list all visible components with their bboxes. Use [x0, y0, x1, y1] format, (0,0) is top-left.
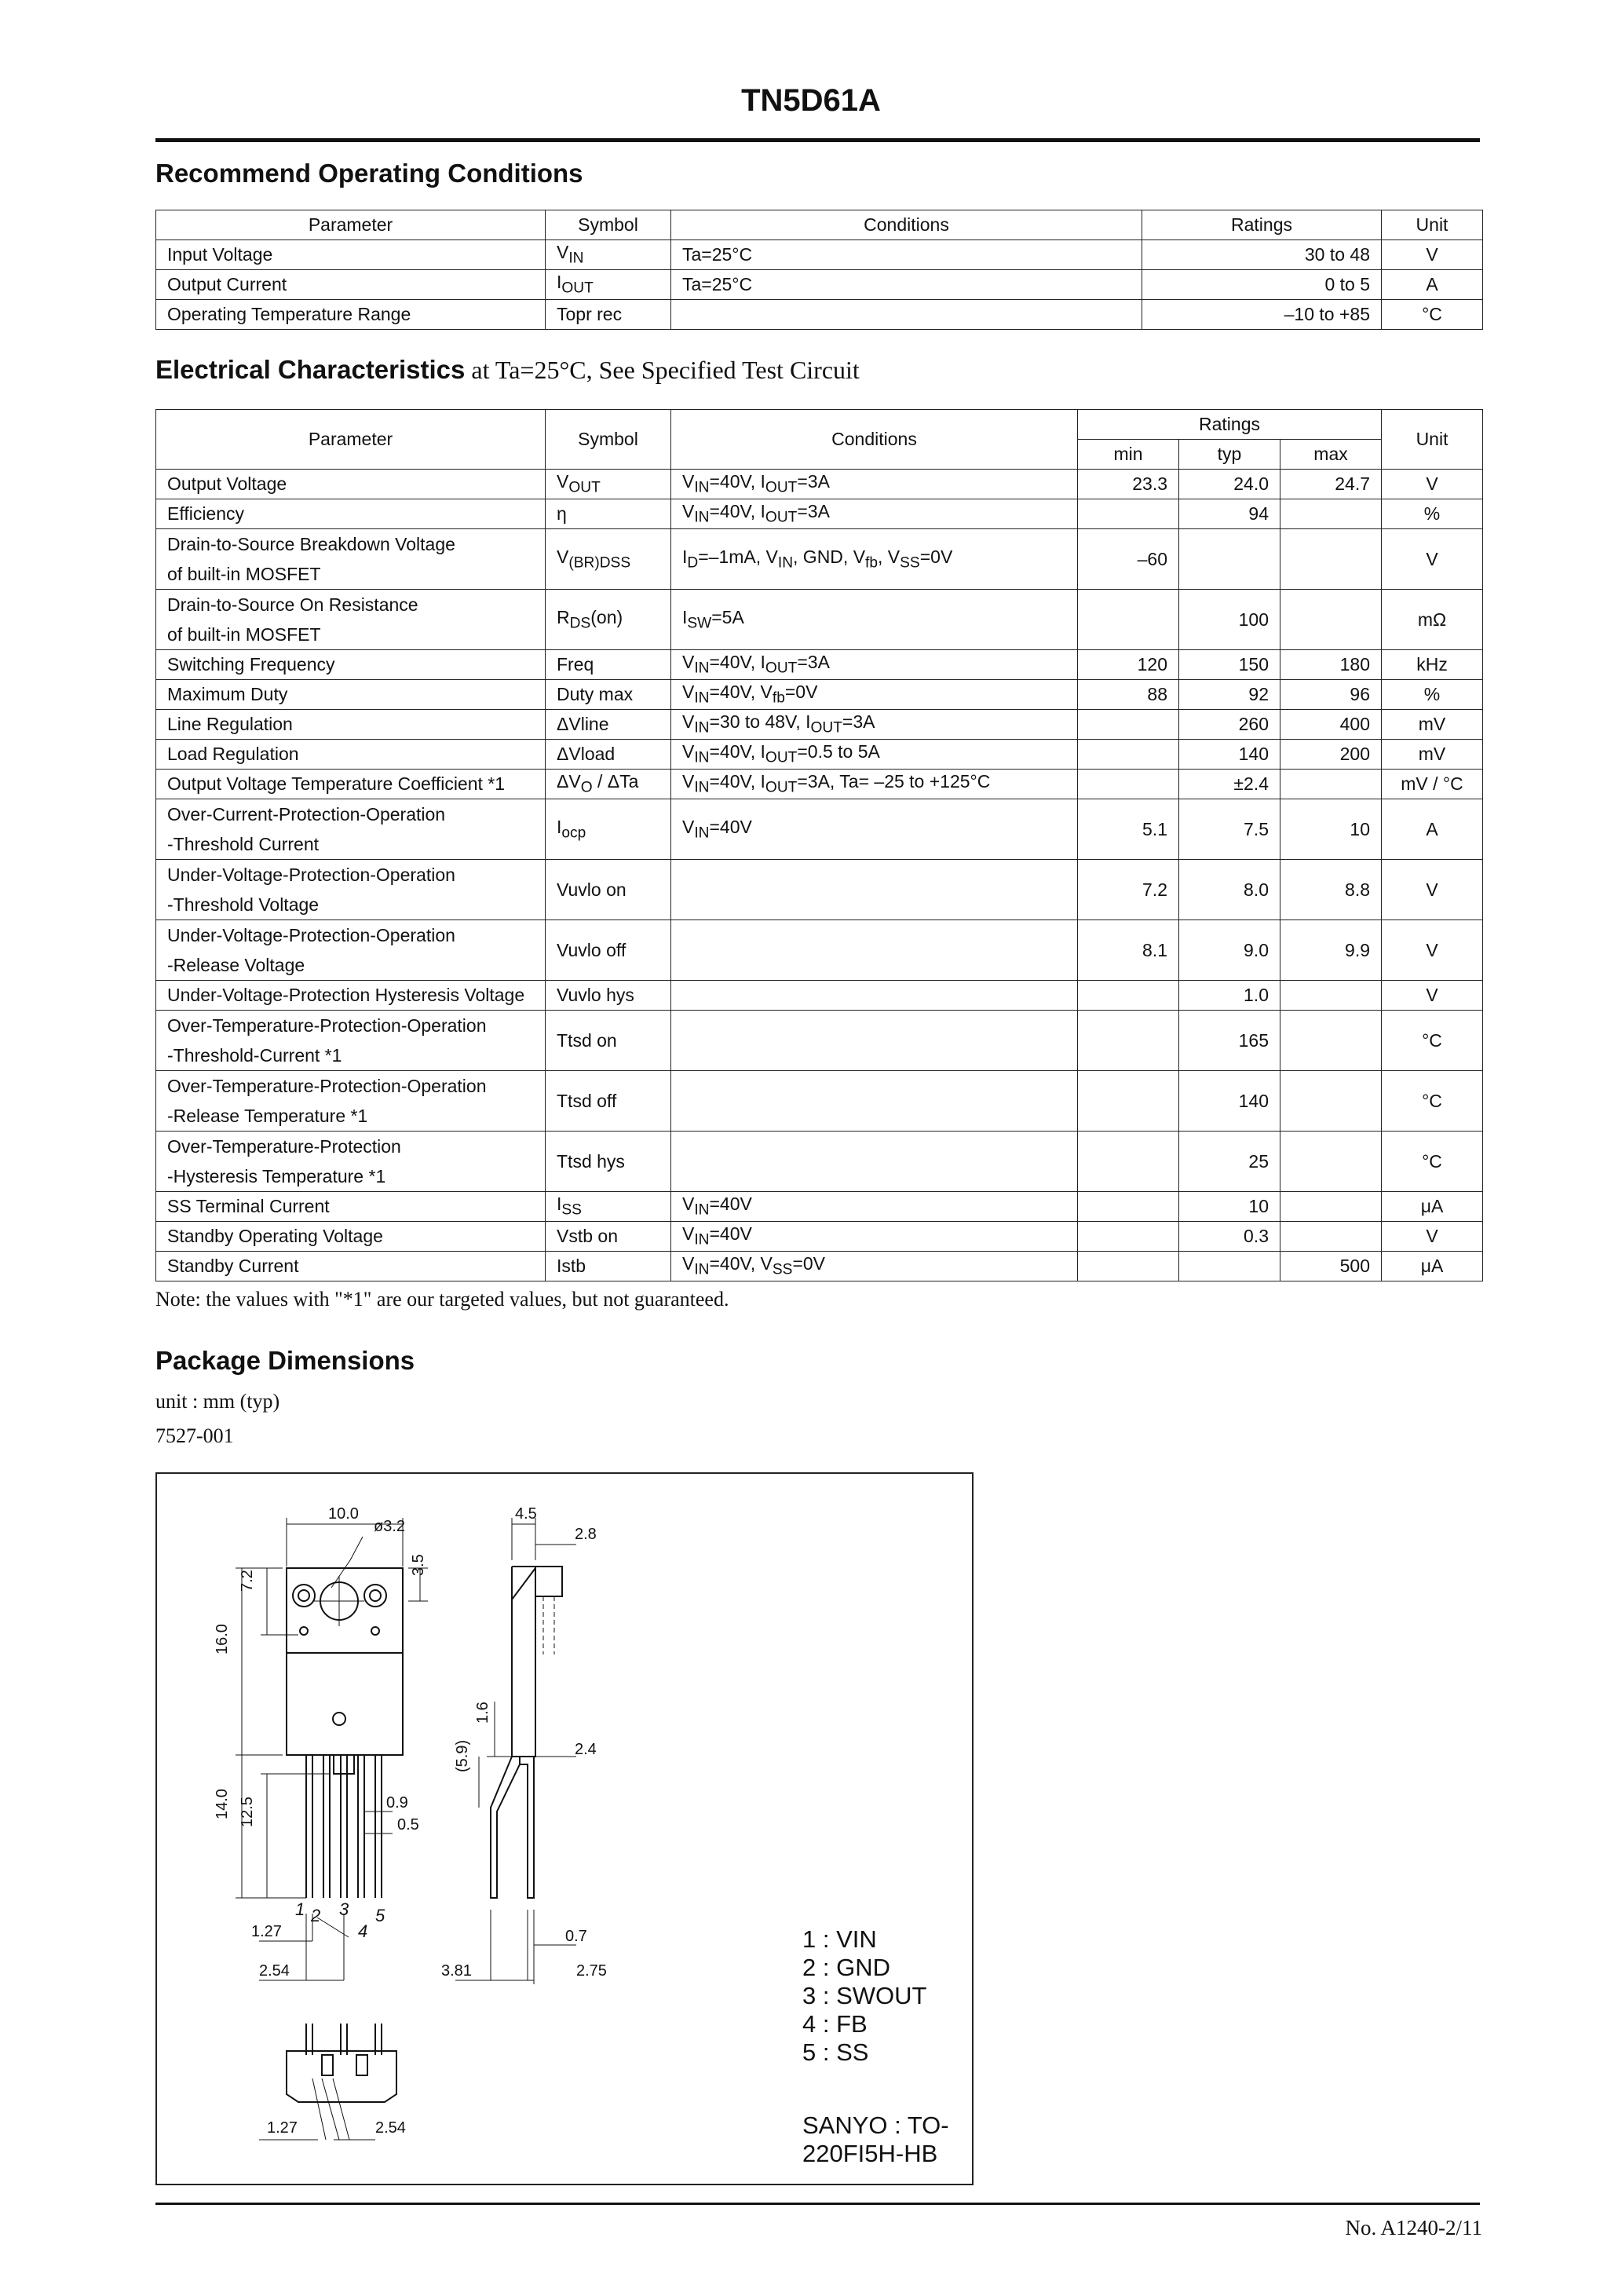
roc-col-ratings: Ratings	[1142, 210, 1382, 240]
dimension-label-d127: 1.27	[251, 1923, 282, 1940]
table-row	[156, 529, 1483, 590]
dimension-label-d72: 7.2	[239, 1570, 256, 1592]
cell-symbol: ΔVload	[546, 740, 671, 770]
ec-col-min: min	[1078, 440, 1179, 470]
table-row	[156, 770, 1483, 799]
ec-col-unit: Unit	[1382, 410, 1483, 470]
cell-conditions: $V_{IN}=40V$, $I_{OUT}=3A$	[671, 650, 1078, 680]
cell-unit: μA	[1382, 1192, 1483, 1222]
cell-unit: μA	[1382, 1252, 1483, 1281]
dimension-label-d07: 0.7	[565, 1928, 587, 1945]
cell-unit: V	[1382, 860, 1483, 920]
dimension-label-b127: 1.27	[267, 2119, 298, 2137]
cell-unit: °C	[1382, 1132, 1483, 1192]
cell-parameter: Standby Operating Voltage	[156, 1222, 546, 1252]
cell-max	[1280, 590, 1382, 650]
cell-typ: 140	[1179, 740, 1280, 770]
roc-table	[155, 210, 1483, 330]
cell-max	[1280, 1222, 1382, 1252]
ec-table	[155, 409, 1483, 1281]
cell-typ	[1179, 1252, 1280, 1281]
cell-conditions: $V_{IN}=40V$	[671, 1222, 1078, 1252]
cell-parameter: Output Voltage Temperature Coefficient *1	[156, 770, 546, 799]
cell-min: 5.1	[1078, 799, 1179, 860]
cell-parameter: Under-Voltage-Protection-Operation -Threshold Voltage	[156, 860, 546, 920]
package-heading: Package Dimensions	[155, 1346, 415, 1375]
cell-symbol: Vstb on	[546, 1222, 671, 1252]
cell-ratings: 30 to 48	[1142, 240, 1382, 270]
table-row	[156, 1222, 1483, 1252]
cell-min	[1078, 1011, 1179, 1071]
cell-typ: 1.0	[1179, 981, 1280, 1011]
table-row	[156, 499, 1483, 529]
cell-typ: 260	[1179, 710, 1280, 740]
package-code: 7527-001	[155, 1424, 234, 1447]
cell-typ: ±2.4	[1179, 770, 1280, 799]
cell-symbol: ΔVline	[546, 710, 671, 740]
ec-col-parameter: Parameter	[156, 410, 546, 470]
cell-unit: V	[1382, 240, 1483, 270]
cell-unit: mV	[1382, 740, 1483, 770]
cell-max: 10	[1280, 799, 1382, 860]
cell-parameter: Operating Temperature Range	[156, 300, 546, 330]
ec-col-ratings: Ratings	[1078, 410, 1382, 440]
pin-1-label: 1 : VIN	[802, 1925, 877, 1953]
cell-typ: 92	[1179, 680, 1280, 710]
cell-conditions	[671, 920, 1078, 981]
cell-typ: 9.0	[1179, 920, 1280, 981]
table-row	[156, 710, 1483, 740]
table-row	[156, 1011, 1483, 1071]
roc-col-unit: Unit	[1382, 210, 1483, 240]
cell-symbol: Vuvlo on	[546, 860, 671, 920]
cell-conditions	[671, 1011, 1078, 1071]
cell-conditions: $V_{IN}=40V$, $I_{OUT}=3A$	[671, 470, 1078, 499]
dimension-label-w: 10.0	[328, 1505, 359, 1523]
table-row	[156, 1192, 1483, 1222]
ec-col-symbol: Symbol	[546, 410, 671, 470]
cell-symbol: Vuvlo hys	[546, 981, 671, 1011]
cell-unit: V	[1382, 1222, 1483, 1252]
cell-typ: 0.3	[1179, 1222, 1280, 1252]
cell-symbol: Duty max	[546, 680, 671, 710]
cell-symbol: Istb	[546, 1252, 671, 1281]
cell-typ: 25	[1179, 1132, 1280, 1192]
dimension-label-d254: 2.54	[259, 1962, 290, 1980]
cell-conditions: $V_{IN}=30$ to 48V, $I_{OUT}=3A$	[671, 710, 1078, 740]
cell-max: 8.8	[1280, 860, 1382, 920]
cell-min: 8.1	[1078, 920, 1179, 981]
cell-conditions: $V_{IN}=40V$, $I_{OUT}=0.5$ to 5A	[671, 740, 1078, 770]
cell-min	[1078, 1252, 1179, 1281]
cell-ratings: –10 to +85	[1142, 300, 1382, 330]
cell-max	[1280, 1132, 1382, 1192]
ec-heading	[155, 355, 860, 385]
cell-conditions: $V_{IN}=40V$, $I_{OUT}=3A$	[671, 499, 1078, 529]
cell-unit: mΩ	[1382, 590, 1483, 650]
ec-col-max: max	[1280, 440, 1382, 470]
cell-conditions: $V_{IN}=40V$	[671, 799, 1078, 860]
ec-col-conditions: Conditions	[671, 410, 1078, 470]
cell-conditions	[671, 860, 1078, 920]
table-row	[156, 1252, 1483, 1281]
cell-min	[1078, 710, 1179, 740]
footer-rule	[155, 2203, 1480, 2205]
dimension-label-p4: 4	[358, 1921, 368, 1941]
cell-parameter: Line Regulation	[156, 710, 546, 740]
document-title: TN5D61A	[741, 83, 881, 118]
cell-conditions: $V_{IN}=40V$, $V_{fb}=0V$	[671, 680, 1078, 710]
pin-3-label: 3 : SWOUT	[802, 1982, 927, 2009]
cell-max	[1280, 1011, 1382, 1071]
cell-typ: 100	[1179, 590, 1280, 650]
cell-max: 180	[1280, 650, 1382, 680]
ec-col-typ: typ	[1179, 440, 1280, 470]
dimension-label-d05: 0.5	[397, 1816, 419, 1834]
cell-unit: mV / °C	[1382, 770, 1483, 799]
cell-max	[1280, 1071, 1382, 1132]
dimension-label-d381: 3.81	[441, 1962, 472, 1980]
dimension-label-hole: ø3.2	[374, 1518, 406, 1535]
cell-parameter: Maximum Duty	[156, 680, 546, 710]
dimension-label-d45: 4.5	[515, 1505, 537, 1523]
cell-conditions: Ta=25°C	[671, 240, 1142, 270]
cell-typ: 165	[1179, 1011, 1280, 1071]
package-drawing-box	[155, 1472, 974, 2185]
ec-heading-subtitle: at Ta=25°C, See Specified Test Circuit	[465, 356, 860, 384]
cell-min	[1078, 740, 1179, 770]
roc-col-symbol: Symbol	[546, 210, 671, 240]
roc-col-conditions: Conditions	[671, 210, 1142, 240]
cell-typ: 8.0	[1179, 860, 1280, 920]
table-row	[156, 240, 1483, 270]
cell-max: 24.7	[1280, 470, 1382, 499]
cell-unit: mV	[1382, 710, 1483, 740]
cell-unit: %	[1382, 680, 1483, 710]
cell-symbol: Topr rec	[546, 300, 671, 330]
cell-conditions: $I_D=-1mA$, $V_{IN}$, GND, $V_{fb}$, $V_{SS}=0V$	[671, 529, 1078, 590]
cell-symbol: $I_{ocp}$	[546, 799, 671, 860]
dimension-label-p2: 2	[311, 1906, 321, 1925]
cell-min	[1078, 499, 1179, 529]
cell-min: –60	[1078, 529, 1179, 590]
cell-max: 200	[1280, 740, 1382, 770]
side-view-tab	[535, 1567, 562, 1596]
cell-min	[1078, 1132, 1179, 1192]
roc-heading: Recommend Operating Conditions	[155, 159, 583, 188]
cell-typ: 94	[1179, 499, 1280, 529]
package-name: SANYO : TO-220FI5H-HB	[802, 2111, 949, 2167]
dimension-label-p5: 5	[375, 1906, 385, 1925]
cell-symbol: $V_{IN}$	[546, 240, 671, 270]
cell-max: 9.9	[1280, 920, 1382, 981]
cell-unit: A	[1382, 270, 1483, 300]
cell-min	[1078, 770, 1179, 799]
cell-max	[1280, 529, 1382, 590]
dimension-label-d24: 2.4	[575, 1741, 597, 1758]
cell-symbol: $V_{(BR)DSS}$	[546, 529, 671, 590]
cell-parameter: Output Voltage	[156, 470, 546, 499]
cell-conditions: $V_{IN}=40V$, $V_{SS}=0V$	[671, 1252, 1078, 1281]
cell-parameter: Over-Temperature-Protection-Operation -Threshold-Current *1	[156, 1011, 546, 1071]
cell-symbol: Ttsd off	[546, 1071, 671, 1132]
table-row	[156, 590, 1483, 650]
cell-conditions: $I_{SW}=5A$	[671, 590, 1078, 650]
front-body-outline	[287, 1653, 403, 1755]
cell-unit: °C	[1382, 1071, 1483, 1132]
cell-conditions: $V_{IN}=40V$, $I_{OUT}=3A$, Ta= –25 to +125°C	[671, 770, 1078, 799]
cell-unit: A	[1382, 799, 1483, 860]
cell-conditions: Ta=25°C	[671, 270, 1142, 300]
cell-typ: 140	[1179, 1071, 1280, 1132]
cell-min	[1078, 1192, 1179, 1222]
cell-symbol: $\Delta V_O$ / ΔTa	[546, 770, 671, 799]
ec-note: Note: the values with "*1" are our targeted values, but not guaranteed.	[155, 1288, 729, 1311]
bottom-view-outline	[287, 2051, 396, 2102]
cell-min	[1078, 590, 1179, 650]
dimension-label-d275: 2.75	[576, 1962, 607, 1980]
table-row	[156, 799, 1483, 860]
cell-unit: °C	[1382, 300, 1483, 330]
cell-min: 120	[1078, 650, 1179, 680]
cell-typ: 10	[1179, 1192, 1280, 1222]
cell-min	[1078, 1222, 1179, 1252]
cell-max	[1280, 499, 1382, 529]
dimension-label-d59: (5.9)	[454, 1739, 471, 1772]
table-row	[156, 680, 1483, 710]
cell-symbol: η	[546, 499, 671, 529]
cell-max: 400	[1280, 710, 1382, 740]
package-unit: unit : mm (typ)	[155, 1390, 280, 1413]
cell-symbol: $I_{SS}$	[546, 1192, 671, 1222]
cell-parameter: Efficiency	[156, 499, 546, 529]
cell-parameter: Over-Temperature-Protection-Operation -Release Temperature *1	[156, 1071, 546, 1132]
cell-typ	[1179, 529, 1280, 590]
cell-max: 96	[1280, 680, 1382, 710]
table-row	[156, 1132, 1483, 1192]
cell-parameter: Under-Voltage-Protection Hysteresis Voltage	[156, 981, 546, 1011]
cell-conditions	[671, 1132, 1078, 1192]
cell-max	[1280, 1192, 1382, 1222]
table-row	[156, 650, 1483, 680]
header-rule	[155, 138, 1480, 142]
cell-ratings: 0 to 5	[1142, 270, 1382, 300]
cell-unit: V	[1382, 470, 1483, 499]
cell-conditions	[671, 300, 1142, 330]
cell-symbol: Ttsd hys	[546, 1132, 671, 1192]
cell-unit: V	[1382, 529, 1483, 590]
cell-max	[1280, 981, 1382, 1011]
pin-list	[802, 1925, 926, 2067]
dimension-label-d125: 12.5	[239, 1797, 256, 1827]
cell-conditions	[671, 1071, 1078, 1132]
cell-max	[1280, 770, 1382, 799]
cell-symbol: $R_{DS}(on)$	[546, 590, 671, 650]
cell-parameter: Load Regulation	[156, 740, 546, 770]
table-row	[156, 270, 1483, 300]
cell-unit: V	[1382, 981, 1483, 1011]
dimension-label-p1: 1	[295, 1899, 305, 1919]
table-row	[156, 740, 1483, 770]
cell-typ: 24.0	[1179, 470, 1280, 499]
page-number: No. A1240-2/11	[1345, 2216, 1482, 2239]
cell-unit: V	[1382, 920, 1483, 981]
cell-symbol: $V_{OUT}$	[546, 470, 671, 499]
cell-min	[1078, 1071, 1179, 1132]
dimension-label-d140: 14.0	[214, 1789, 231, 1819]
dimension-label-p3: 3	[339, 1899, 349, 1919]
cell-typ: 7.5	[1179, 799, 1280, 860]
cell-parameter: Switching Frequency	[156, 650, 546, 680]
table-row	[156, 860, 1483, 920]
cell-parameter: Over-Current-Protection-Operation -Threshold Current	[156, 799, 546, 860]
cell-unit: %	[1382, 499, 1483, 529]
dimension-label-d16: 1.6	[474, 1702, 491, 1724]
cell-symbol: Vuvlo off	[546, 920, 671, 981]
cell-parameter: Standby Current	[156, 1252, 546, 1281]
cell-parameter: Over-Temperature-Protection -Hysteresis Temperature *1	[156, 1132, 546, 1192]
cell-typ: 150	[1179, 650, 1280, 680]
cell-symbol: $I_{OUT}$	[546, 270, 671, 300]
dimension-label-b254: 2.54	[375, 2119, 406, 2137]
cell-conditions: $V_{IN}=40V$	[671, 1192, 1078, 1222]
cell-min: 7.2	[1078, 860, 1179, 920]
cell-unit: kHz	[1382, 650, 1483, 680]
cell-conditions	[671, 981, 1078, 1011]
table-row	[156, 981, 1483, 1011]
package-outline-drawing	[157, 1474, 972, 2184]
cell-parameter: SS Terminal Current	[156, 1192, 546, 1222]
pin-5-label: 5 : SS	[802, 2038, 869, 2066]
table-row	[156, 1071, 1483, 1132]
cell-parameter: Output Current	[156, 270, 546, 300]
dimension-label-d28: 2.8	[575, 1526, 597, 1543]
cell-parameter: Input Voltage	[156, 240, 546, 270]
cell-min: 23.3	[1078, 470, 1179, 499]
dimension-label-d09: 0.9	[386, 1794, 408, 1812]
dimension-label-d35: 3.5	[410, 1554, 427, 1576]
table-row	[156, 470, 1483, 499]
ec-heading-title: Electrical Characteristics	[155, 355, 466, 384]
cell-parameter: Under-Voltage-Protection-Operation -Release Voltage	[156, 920, 546, 981]
cell-max: 500	[1280, 1252, 1382, 1281]
cell-unit: °C	[1382, 1011, 1483, 1071]
front-tab-outline	[287, 1568, 403, 1653]
pin-2-label: 2 : GND	[802, 1954, 890, 1981]
roc-col-parameter: Parameter	[156, 210, 546, 240]
cell-symbol: Freq	[546, 650, 671, 680]
cell-symbol: Ttsd on	[546, 1011, 671, 1071]
table-row	[156, 300, 1483, 330]
pin-4-label: 4 : FB	[802, 2010, 868, 2038]
cell-min	[1078, 981, 1179, 1011]
cell-min: 88	[1078, 680, 1179, 710]
table-row	[156, 920, 1483, 981]
cell-parameter: Drain-to-Source Breakdown Voltage of built-in MOSFET	[156, 529, 546, 590]
dimension-label-d160: 16.0	[214, 1624, 231, 1654]
cell-parameter: Drain-to-Source On Resistance of built-in MOSFET	[156, 590, 546, 650]
